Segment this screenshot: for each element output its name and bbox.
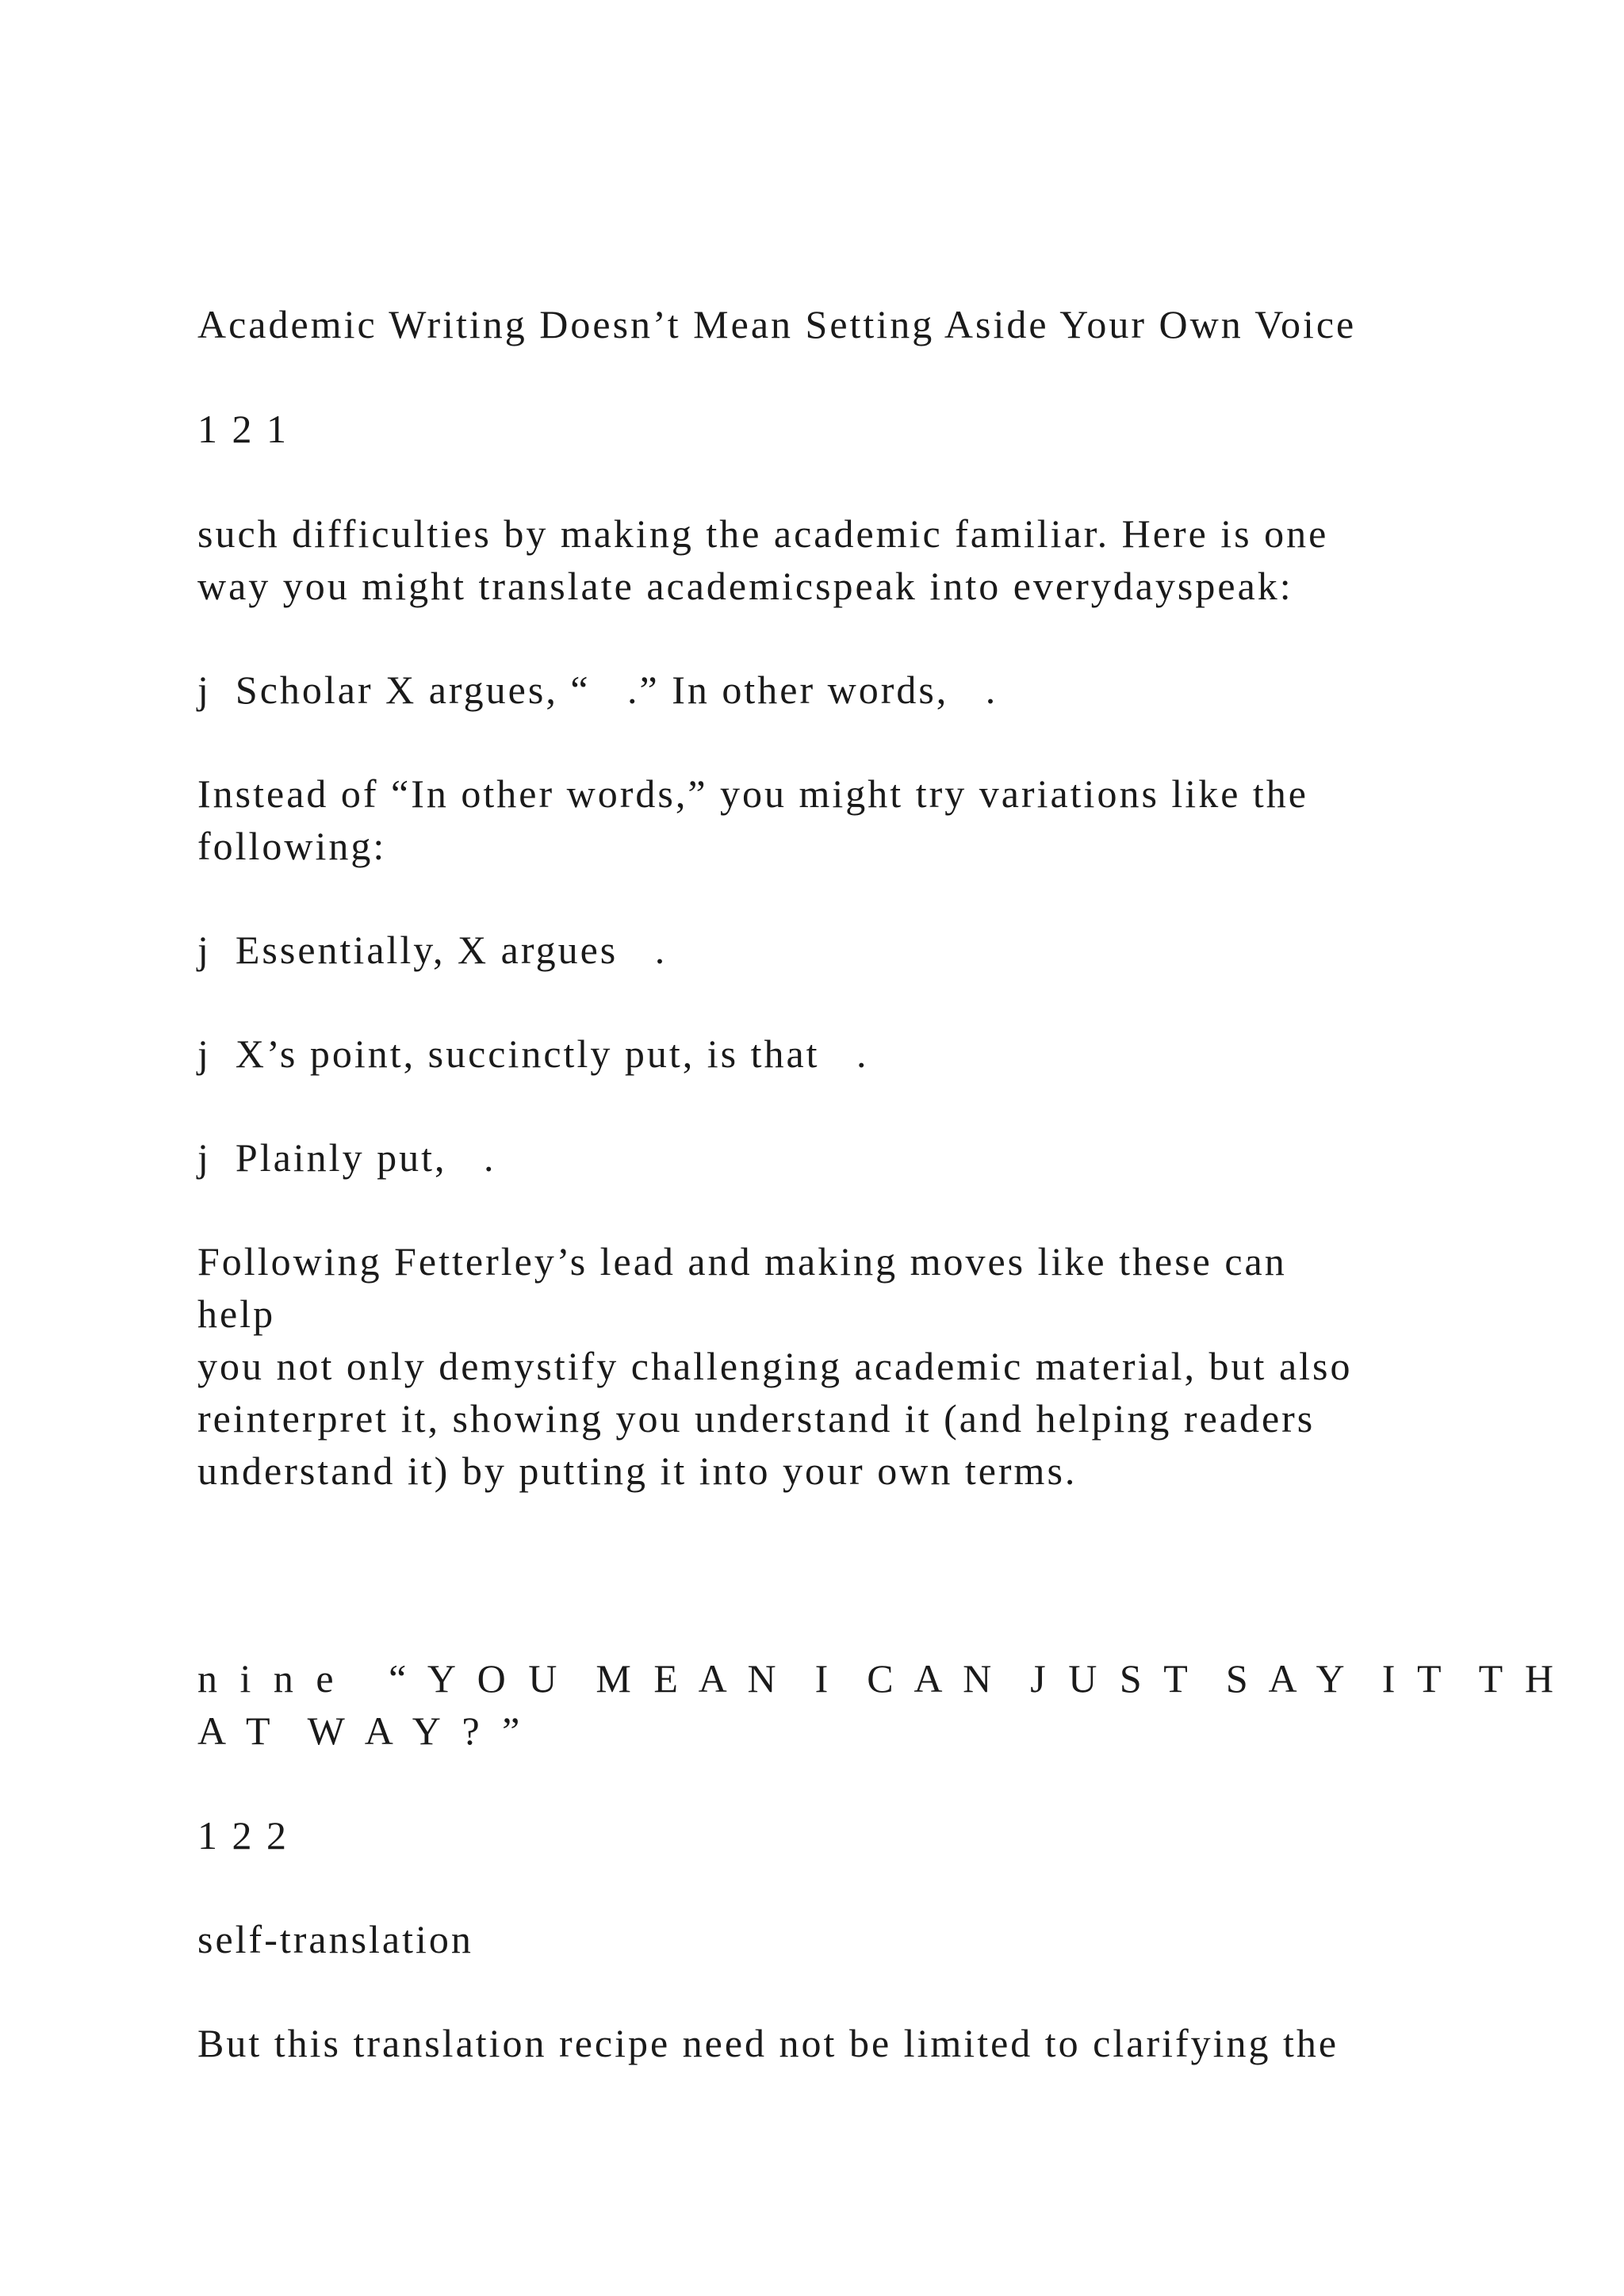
chapter-header: A T W A Y ? ” xyxy=(197,1709,527,1753)
section-heading: self-translation xyxy=(197,1917,473,1961)
body-text-line: following: xyxy=(197,824,387,868)
page-number: 1 2 1 xyxy=(197,407,289,451)
template-example: j Scholar X argues, “ .” In other words, . xyxy=(197,668,998,712)
template-example: j Plainly put, . xyxy=(197,1135,496,1180)
body-text-line: Instead of “In other words,” you might try variations like the xyxy=(197,771,1308,816)
template-example: j X’s point, succinctly put, is that . xyxy=(197,1031,869,1076)
chapter-header: n i n e “ Y O U M E A N I C A N J U S T S A Y I T T H xyxy=(197,1656,1560,1701)
template-example: j Essentially, X argues . xyxy=(197,928,668,972)
body-text-line: such difficulties by making the academic familiar. Here is one xyxy=(197,511,1329,556)
page-number: 1 2 2 xyxy=(197,1813,289,1858)
body-text-line: Following Fetterley’s lead and making moves like these can xyxy=(197,1239,1287,1284)
body-text-line: help xyxy=(197,1292,276,1336)
body-text-line: way you might translate academicspeak into everydayspeak: xyxy=(197,564,1293,608)
running-header: Academic Writing Doesn’t Mean Setting Aside Your Own Voice xyxy=(197,302,1357,346)
body-text-line: understand it) by putting it into your own terms. xyxy=(197,1448,1078,1493)
body-text-line: But this translation recipe need not be limited to clarifying the xyxy=(197,2021,1339,2065)
body-text-line: you not only demystify challenging academic material, but also xyxy=(197,1344,1353,1388)
body-text-line: reinterpret it, showing you understand it (and helping readers xyxy=(197,1396,1316,1441)
